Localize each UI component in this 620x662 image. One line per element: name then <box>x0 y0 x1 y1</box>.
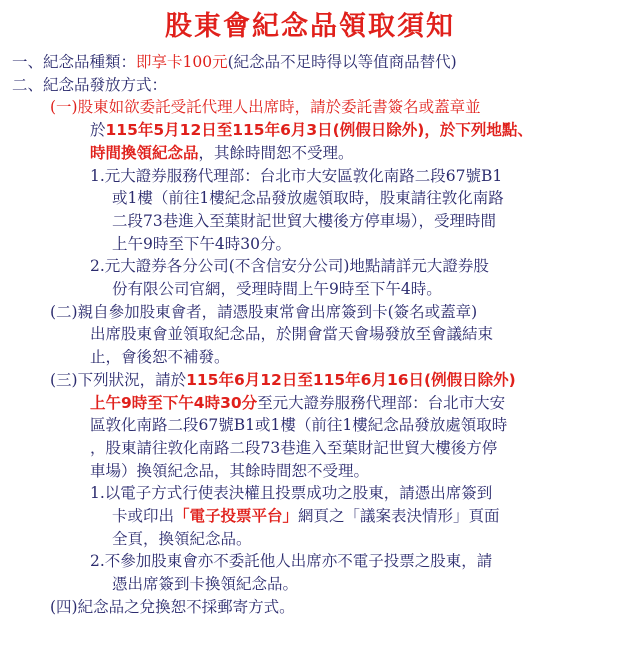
notice-line <box>50 97 481 118</box>
notice-text: 1.元大證券服務代理部：台北市大安區敦化南路二段67號B1 <box>90 166 503 185</box>
notice-line <box>90 438 497 459</box>
page-title: 股東會紀念品領取須知 <box>165 11 455 42</box>
notice-text: 網頁之「議案表決情形」頁面 <box>298 507 500 525</box>
notice-highlight: 上午9時至下午4時30分 <box>90 393 258 412</box>
notice-highlight: (一)股東如欲委託受託代理人出席時，請於委託書簽名或蓋章並 <box>50 98 481 117</box>
notice-line <box>112 279 442 300</box>
notice-text: ，股東請往敦化南路二段73巷進入至葉財記世貿大樓後方停 <box>90 438 498 457</box>
notice-line <box>112 211 496 232</box>
notice-text: (四)紀念品之兌換恕不採郵寄方式。 <box>50 597 295 616</box>
notice-line <box>90 393 505 414</box>
notice-line <box>90 551 492 572</box>
notice-line <box>90 166 502 187</box>
notice-text: (紀念品不足時得以等值商品替代) <box>227 53 457 71</box>
notice-text: ，其餘時間恕不受理。 <box>198 143 354 162</box>
notice-text: 二段73巷進入至葉財記世貿大樓後方停車場），受理時間 <box>112 211 496 230</box>
notice-text: 卡或印出 <box>112 507 175 525</box>
notice-line <box>112 506 500 527</box>
notice-line <box>12 52 457 73</box>
notice-text: 份有限公司官網，受理時間上午9時至下午4時。 <box>112 280 442 298</box>
notice-line <box>12 75 167 96</box>
notice-text: 上午9時至下午4時30分。 <box>112 234 291 253</box>
notice-text: 一、紀念品種類： <box>12 53 137 71</box>
notice-text: 2.元大證券各分公司(不含信安分公司)地點請詳元大證券股 <box>90 257 489 276</box>
notice-text: 止，會後恕不補發。 <box>90 348 230 367</box>
notice-text: 車場）換領紀念品，其餘時間恕不受理。 <box>90 461 370 480</box>
notice-text: 2.不參加股東會亦不委託他人出席亦不電子投票之股東，請 <box>90 552 493 571</box>
notice-line <box>90 120 533 141</box>
notice-line <box>112 529 252 550</box>
notice-highlight: 「電子投票平台」 <box>174 507 299 525</box>
notice-text: (二)親自參加股東會者，請憑股東常會出席簽到卡(簽名或蓋章) <box>50 302 478 321</box>
notice-line <box>50 370 516 391</box>
notice-text: 區敦化南路二段67號B1或1樓（前往1樓紀念品發放處領取時 <box>90 416 508 435</box>
notice-text: 或1樓（前往1樓紀念品發放處領取時，股東請往敦化南路 <box>112 189 504 208</box>
notice-line <box>112 188 504 209</box>
notice-line <box>112 234 291 255</box>
notice-text: 憑出席簽到卡換領紀念品。 <box>112 575 299 594</box>
notice-highlight: 時間換領紀念品 <box>90 143 199 162</box>
notice-highlight: 115年5月12日至115年6月3日(例假日除外)，於下列地點、 <box>105 121 533 140</box>
notice-text: 至元大證券服務代理部：台北市大安 <box>257 393 506 412</box>
notice-line <box>90 461 369 482</box>
notice-line <box>90 415 507 436</box>
notice-line <box>90 347 230 368</box>
notice-line <box>90 143 354 164</box>
notice-line <box>90 483 492 504</box>
notice-line <box>50 302 477 323</box>
notice-text: (三)下列狀況，請於 <box>50 370 187 389</box>
notice-highlight: 即享卡100元 <box>136 53 228 71</box>
notice-text: 於 <box>90 121 106 140</box>
notice-highlight: 115年6月12日至115年6月16日(例假日除外) <box>186 370 516 389</box>
notice-text: 全頁，換領紀念品。 <box>112 529 252 548</box>
notice-text: 二、紀念品發放方式： <box>12 75 168 94</box>
notice-text: 1.以電子方式行使表決權且投票成功之股東，請憑出席簽到 <box>90 484 493 503</box>
notice-line <box>50 597 295 618</box>
notice-text: 出席股東會並領取紀念品，於開會當天會場發放至會議結束 <box>90 325 494 344</box>
notice-line <box>112 574 298 595</box>
notice-line <box>90 256 489 277</box>
notice-line <box>90 324 493 345</box>
